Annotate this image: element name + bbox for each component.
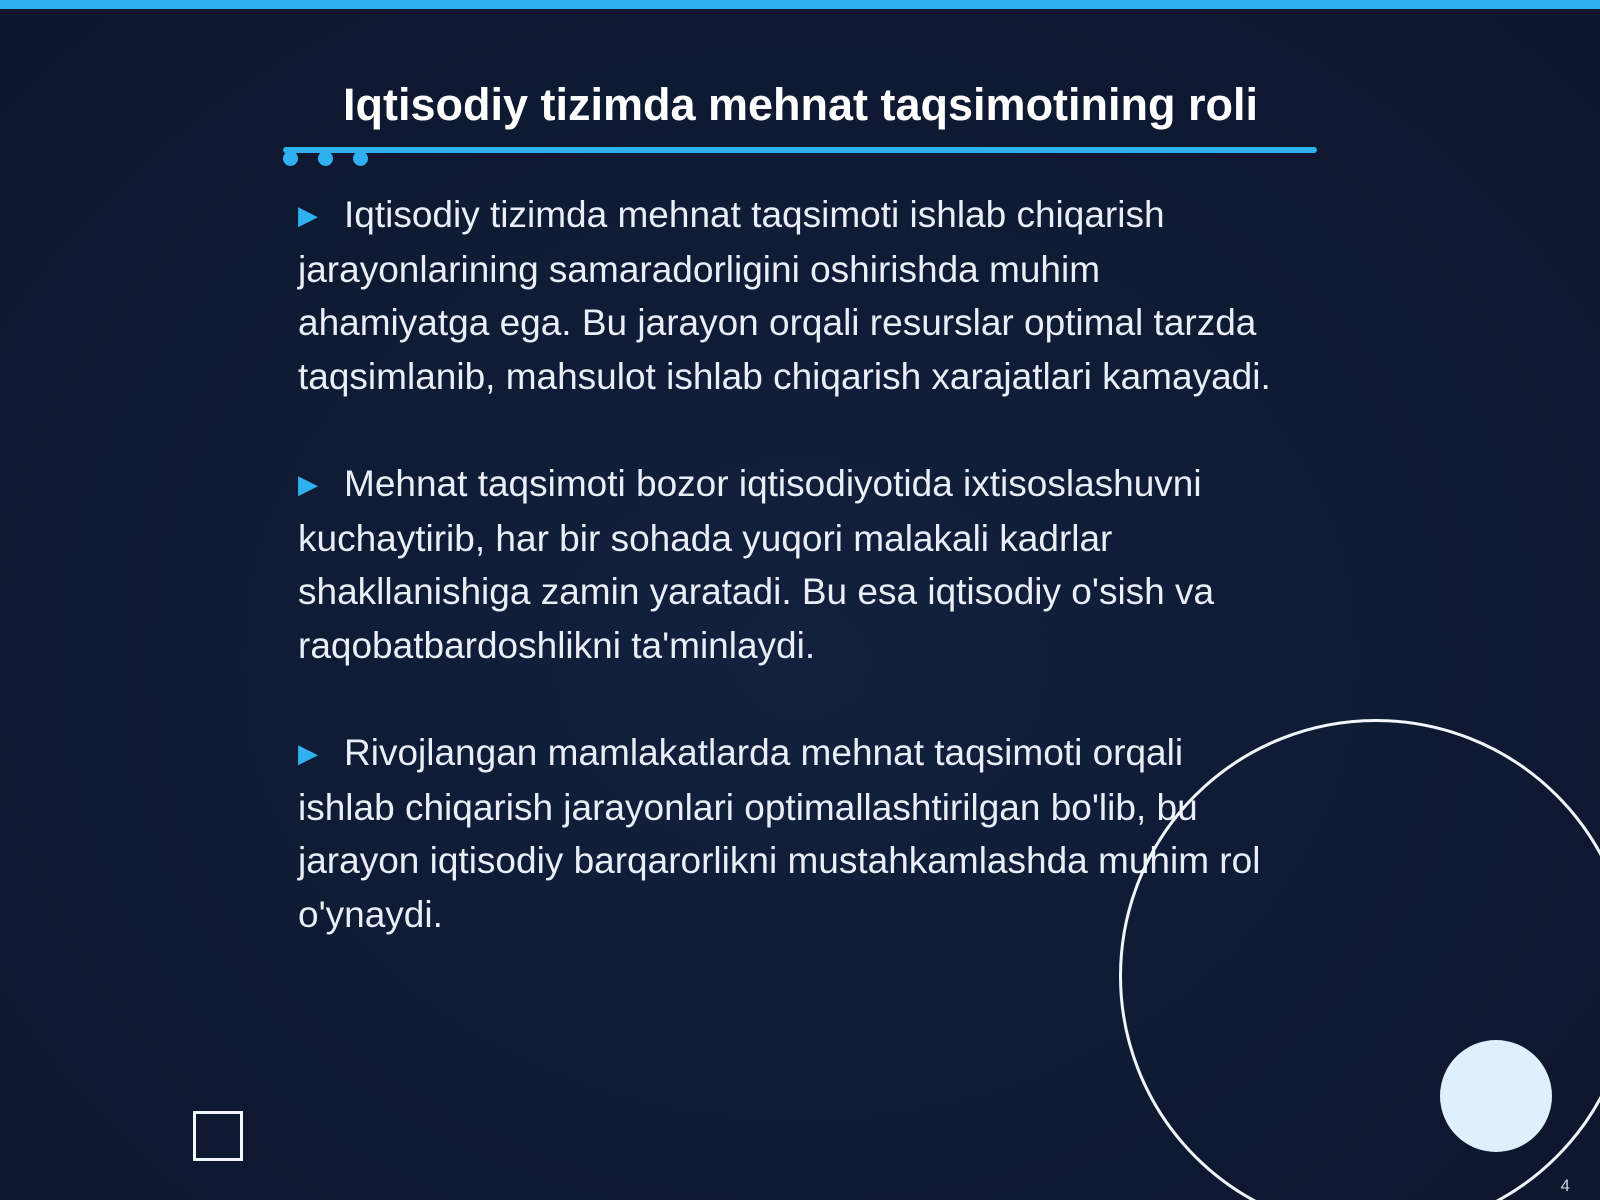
decorative-filled-circle: [1440, 1040, 1552, 1152]
triangle-bullet-icon: ▶: [298, 738, 318, 768]
accent-dot: [318, 151, 333, 166]
bullet-paragraph: [298, 188, 1283, 403]
title-underline: [283, 147, 1317, 153]
decorative-square-outline: [193, 1111, 243, 1161]
paragraph-text: Rivojlangan mamlakatlarda mehnat taqsimoti orqali ishlab chiqarish jarayonlari optimallashtirilgan bo'lib, bu jarayon iqtisodiy barqarorlikni mustahkamlashda muhim rol o'ynaydi.: [298, 732, 1261, 935]
accent-dot: [353, 151, 368, 166]
slide-title: Iqtisodiy tizimda mehnat taqsimotining roli: [342, 79, 1259, 130]
accent-dot: [283, 151, 298, 166]
paragraph-text: Mehnat taqsimoti bozor iqtisodiyotida ixtisoslashuvni kuchaytirib, har bir sohada yuqori malakali kadrlar shakllanishiga zamin yaratadi. Bu esa iqtisodiy o'sish va raqobatbardoshlikni ta'minlaydi.: [298, 463, 1215, 666]
slide-body: [298, 188, 1283, 995]
paragraph-text: Iqtisodiy tizimda mehnat taqsimoti ishlab chiqarish jarayonlarining samaradorligini oshirishda muhim ahamiyatga ega. Bu jarayon orqali resurslar optimal tarzda taqsimlanib, mahsulot ishlab chiqarish xarajatlari kamayadi.: [298, 194, 1271, 397]
bullet-paragraph: [298, 457, 1283, 672]
triangle-bullet-icon: ▶: [298, 200, 318, 230]
triangle-bullet-icon: ▶: [298, 469, 318, 499]
top-accent-bar: [0, 0, 1600, 9]
page-number: 4: [1560, 1176, 1570, 1195]
